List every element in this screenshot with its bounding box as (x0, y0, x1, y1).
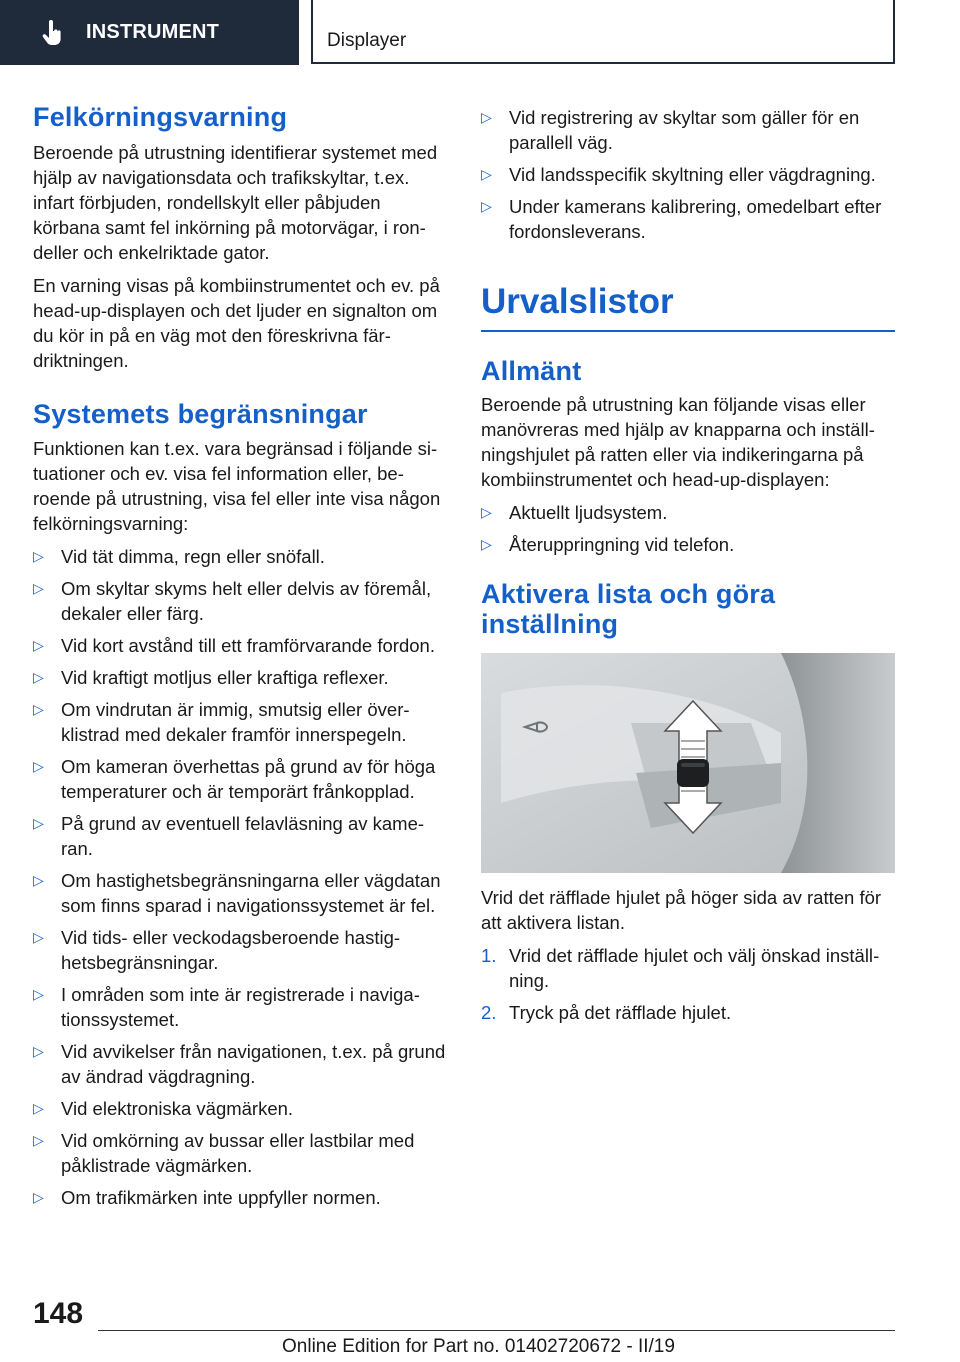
header-section-tab (0, 0, 299, 65)
list-item (33, 544, 449, 569)
list-item-text: Aktuellt ljudsystem. (509, 502, 668, 523)
list-item (33, 576, 449, 626)
step-text: Tryck på det räfflade hjulet. (509, 1002, 732, 1023)
list-item-text: Om skyltar skyms helt eller delvis av föremål, dekaler eller färg. (61, 578, 432, 624)
footer-divider (98, 1330, 895, 1331)
list-item (33, 982, 449, 1032)
list-item-text: Om vindrutan är immig, smutsig eller överklistrad med dekaler framför innerspegeln. (61, 699, 410, 745)
list-item-text: Vid avvikelser från navigationen, t.ex. på grund av ändrad vägdragning. (61, 1041, 446, 1087)
steering-wheel-photo (481, 653, 895, 873)
list-item-text: Vid omkörning av bussar eller lastbilar med påklistrade vägmärken. (61, 1130, 415, 1176)
step-item (481, 943, 895, 993)
page-topic: Displayer (327, 30, 407, 51)
paragraph: En varning visas på kombiinstrumentet och ev. på head-up-displayen och det ljuder en signalton om du kör in på en väg mot den föreskrivna färdriktningen. (33, 275, 440, 371)
bullet-triangle-icon: ▷ (33, 548, 44, 564)
paragraph: Beroende på utrustning kan följande visas eller manövreras med hjälp av knapparna och inställningshjulet på ratten eller via indikeringarna på kombiinstrumentet och head-up-displayen: (481, 394, 875, 490)
step-text: Vrid det räfflade hjulet och välj önskad inställning. (509, 945, 880, 991)
list-item-text: Vid registrering av skyltar som gäller för en parallell väg. (509, 107, 860, 153)
list-item (33, 1096, 449, 1121)
list-item-text: Om hastighetsbegränsningarna eller vägdatan som finns sparad i navigationssystemet är fel. (61, 870, 441, 916)
section-title-begransningar: Systemets begränsningar (33, 399, 368, 429)
list-item (33, 925, 449, 975)
limitation-list-continued (481, 105, 895, 244)
bullet-triangle-icon: ▷ (33, 929, 44, 945)
list-item-text: Vid kort avstånd till ett framförvarande fordon. (61, 635, 435, 656)
step-item (481, 1000, 895, 1025)
list-item-text: Under kamerans kalibrering, omedelbart efter fordonsleverans. (509, 196, 882, 242)
list-item (33, 1039, 449, 1089)
list-item-text: Vid kraftigt motljus eller kraftiga reflexer. (61, 667, 389, 688)
paragraph: Beroende på utrustning identifierar systemet med hjälp av navigationsdata och trafikskyltar, t.ex. infart förbjuden, rondellskylt eller påbjuden körbana samt fel inkörning på motorvägar, i rondeller och enkelriktade gator. (33, 142, 438, 263)
list-item-text: På grund av eventuell felavläsning av kameran. (61, 813, 425, 859)
bullet-triangle-icon: ▷ (33, 1043, 44, 1059)
section-title-allmant: Allmänt (481, 356, 582, 386)
right-column (481, 100, 895, 1025)
list-item (33, 1128, 449, 1178)
bullet-triangle-icon: ▷ (33, 758, 44, 774)
page-number: 148 (33, 1297, 84, 1330)
list-item-text: Återuppringning vid telefon. (509, 534, 735, 555)
bullet-triangle-icon: ▷ (33, 815, 44, 831)
chapter-title: Urvalslistor (481, 280, 895, 332)
list-item-text: Vid landsspecifik skyltning eller vägdragning. (509, 164, 876, 185)
list-item-text: Vid elektroniska vägmärken. (61, 1098, 294, 1119)
left-column (33, 100, 449, 1210)
bullet-triangle-icon: ▷ (33, 872, 44, 888)
list-item (33, 754, 449, 804)
list-item (481, 194, 895, 244)
step-number: 1. (481, 945, 497, 966)
bullet-triangle-icon: ▷ (33, 580, 44, 596)
list-item (33, 665, 449, 690)
steps-list (481, 943, 895, 1025)
bullet-triangle-icon: ▷ (481, 166, 492, 182)
list-item (481, 105, 895, 155)
section-title-aktivera: Aktivera lista och göra inställning (481, 579, 776, 639)
image-caption: Vrid det räfflade hjulet på höger sida av ratten för att aktivera listan. (481, 887, 882, 933)
list-item-text: Vid tät dimma, regn eller snöfall. (61, 546, 325, 567)
paragraph: Funktionen kan t.ex. vara begränsad i följande situationer och ev. visa fel information eller, beroende på utrustning, visa fel eller inte visa någon felkörningsvarning: (33, 438, 441, 534)
list-item (481, 500, 895, 525)
list-item (33, 811, 449, 861)
bullet-triangle-icon: ▷ (33, 669, 44, 685)
section-label: INSTRUMENT (86, 21, 220, 43)
header-topic-box (311, 0, 895, 64)
step-number: 2. (481, 1002, 497, 1023)
list-item (33, 868, 449, 918)
bullet-triangle-icon: ▷ (33, 637, 44, 653)
bullet-triangle-icon: ▷ (33, 1132, 44, 1148)
list-item (481, 162, 895, 187)
bullet-triangle-icon: ▷ (33, 1100, 44, 1116)
hand-pointer-icon (38, 19, 66, 47)
list-item (481, 532, 895, 557)
bullet-triangle-icon: ▷ (481, 109, 492, 125)
list-item-text: Om trafikmärken inte uppfyller normen. (61, 1187, 381, 1208)
list-item (33, 633, 449, 658)
list-item-text: Vid tids- eller veckodagsberoende hastighetsbegränsningar. (61, 927, 401, 973)
bullet-triangle-icon: ▷ (33, 1189, 44, 1205)
bullet-triangle-icon: ▷ (33, 986, 44, 1002)
limitation-list (33, 544, 449, 1210)
list-item (33, 697, 449, 747)
list-item-text: Om kameran överhettas på grund av för höga temperaturer och är temporärt frånkopplad. (61, 756, 436, 802)
bullet-triangle-icon: ▷ (481, 504, 492, 520)
bullet-triangle-icon: ▷ (33, 701, 44, 717)
bullet-triangle-icon: ▷ (481, 198, 492, 214)
list-item (33, 1185, 449, 1210)
footer-edition: Online Edition for Part no. 01402720672 - II/19 (282, 1336, 675, 1357)
feature-list (481, 500, 895, 557)
list-item-text: I områden som inte är registrerade i navigationssystemet. (61, 984, 420, 1030)
section-title-felkorningsvarning: Felkörningsvarning (33, 102, 288, 132)
bullet-triangle-icon: ▷ (481, 536, 492, 552)
